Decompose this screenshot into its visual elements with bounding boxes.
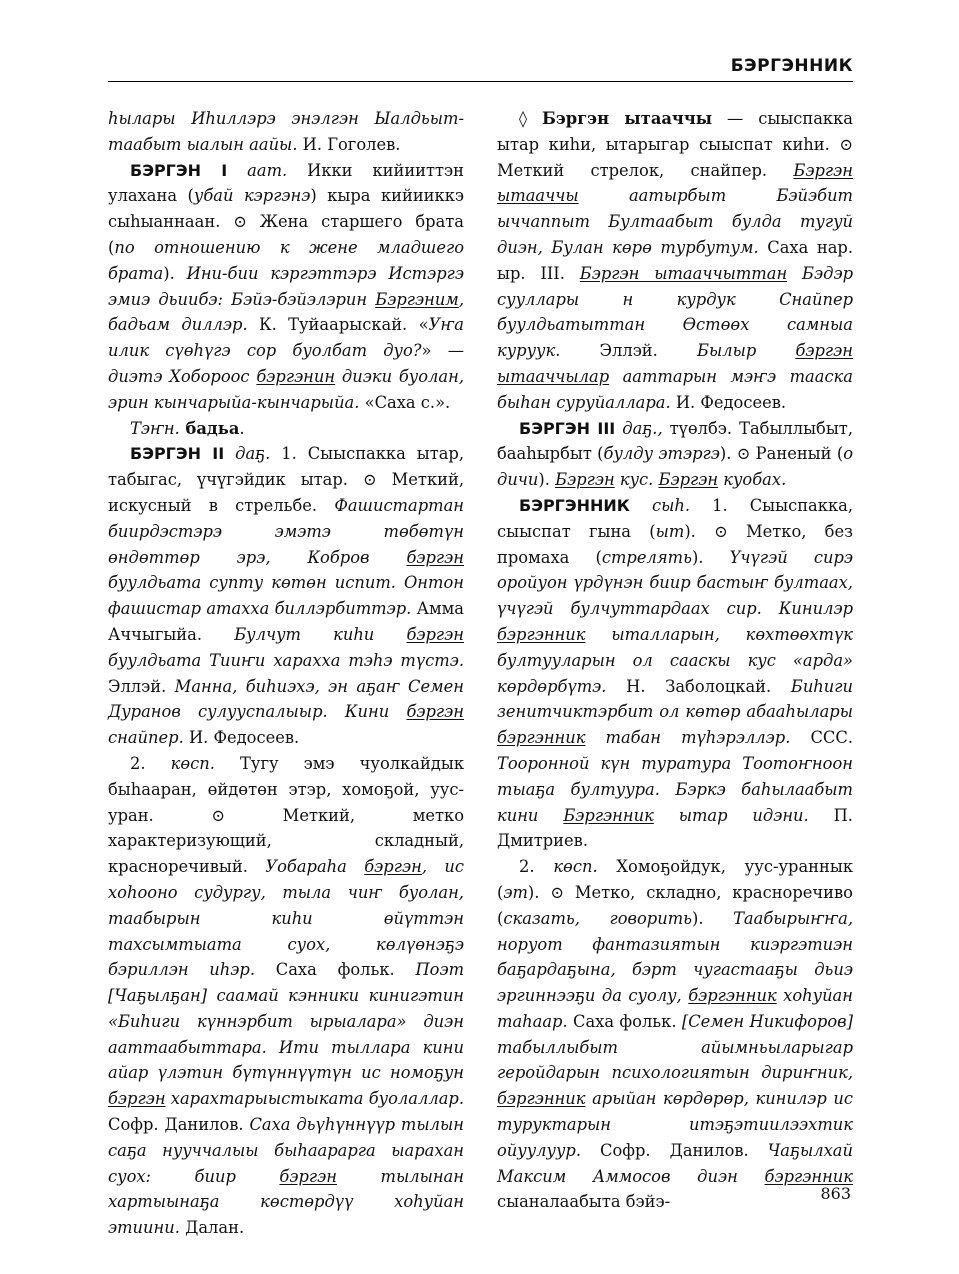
example-keyword: бэргэн (406, 624, 464, 644)
citation: Саха нар. ыр. III. (497, 237, 853, 283)
punctuation: ). (163, 263, 187, 283)
citation: И. Федосеев. (183, 728, 300, 748)
example-keyword: Бэргэнник (563, 805, 654, 825)
idiom-marker: ◊ (519, 109, 542, 128)
definition-text: 1. Сыыспакка ытар, табыгас, үчүгэйдик ытар. ⊙ Меткий, искусный в стрельбе. (108, 444, 465, 515)
usage-label: түөлбэ. (662, 418, 733, 438)
citation: «Саха с.». (359, 392, 451, 412)
citation: И. Гоголев. (297, 134, 401, 154)
example-text: диэтэ Хобороос (108, 366, 257, 386)
punctuation: ). (538, 470, 556, 490)
definition-text: 1. Сыыспакка, сыыспат гына ( (497, 495, 854, 541)
example-keyword: бэргэн (108, 1089, 166, 1109)
translation-text: ). ⊙ Раненый ( (719, 444, 844, 464)
example-text: буулдьата Тииҥи харахха тэһэ түстэ. (108, 650, 464, 670)
example-text: Үчүгэй сирэ оройуон үрдүнэн биир бастыҥ бултаах, үчүгэй булчуттардаах сир. Кинилэр (497, 547, 853, 619)
running-head: БЭРГЭННИК (730, 56, 853, 76)
example-keyword: Бэргэн ытааччы (497, 160, 853, 206)
example-text: Булчут киһи (234, 624, 407, 644)
right-column (497, 106, 853, 1215)
grammar-label: көсп. (553, 857, 598, 877)
entry-bergen-3 (497, 416, 853, 493)
sense-number: 2. (519, 857, 554, 877)
headword: БЭРГЭН II (130, 444, 225, 464)
example-text: , бадьам диллэр. (108, 289, 464, 335)
example-text: сыаналаабыта бэйэ- (497, 1192, 671, 1212)
example-text: аатырбыт Бэйэбит ыччаппыт Бултаабыт булда тугуй диэн, Булан көрө турбутум. (497, 186, 853, 257)
entry-continuation (108, 106, 464, 158)
translation-text: ) кыра кийииккэ сыһыаннаан. ⊙ Жена старшего брата ( (108, 186, 465, 257)
example-text: Манна, биһиэхэ, эн аҕаҥ Семен Дуранов сулууспалыыр. Кини (108, 676, 464, 722)
example-keyword: Бэргэним (375, 289, 459, 309)
left-column (108, 106, 464, 1241)
headword: БЭРГЭН III (519, 418, 616, 438)
idiom-bergen-ytaachchy (497, 106, 853, 416)
citation: Эллэй. (560, 341, 697, 361)
reference-word: бадьа (179, 418, 240, 438)
example-keyword: бэргэн ытааччылар (497, 341, 853, 386)
page-number: 863 (820, 1184, 851, 1203)
citation: ССС. (790, 728, 853, 748)
example-text: снайпер. (108, 728, 184, 748)
reference-label: Тэҥн. (130, 418, 180, 438)
citation: К. Туйаарыскай. « (247, 315, 429, 335)
example-keyword: бэргэнник (688, 986, 777, 1006)
definition-text: Икки кийииттэн улахана ( (108, 160, 465, 206)
example-keyword: бэргэнник (764, 1166, 853, 1186)
definition-text: Хомоҕойдук, уус-ураннык ( (497, 857, 853, 902)
definition-note: убай кэргэнэ (193, 186, 311, 206)
grammar-label: сыһ. (629, 495, 690, 515)
example-text: Саха дьүһүннүүр тылын саҕа нууччалыы быһаарарга ыарахан суох: биир (108, 1115, 464, 1186)
definition-text: — сыыспакка ытар киһи, ытарыгар сыыспат киһи. ⊙ Меткий стрелок, снайпер. (497, 109, 853, 180)
punctuation: » — (421, 341, 465, 361)
citation: И. Федосеев. (670, 392, 787, 412)
example-text: тылынан хартыынаҕа көстөрдүү хоһуйан этиини. (108, 1166, 464, 1238)
example-keyword: бэргэн (364, 857, 422, 877)
citation: П. Дмитриев. (497, 805, 853, 851)
translation-text: ). ⊙ Метко, без промаха ( (497, 521, 853, 567)
example-text: диэки буолан, эрин кынчарыйа-кынчарыйа. (108, 366, 465, 412)
example-keyword: бэргэнник (497, 728, 586, 748)
translation-note: о дичи (497, 444, 853, 490)
grammar-label: аат. (227, 160, 288, 180)
grammar-label: даҕ. (224, 444, 271, 464)
example-text: Биһиги зенитчиктэрбит ол көтөр абааһылары (497, 676, 853, 722)
citation: Софр. Данилов. (581, 1140, 768, 1160)
example-text: Тооронной күн туратура Тоотоҥноон тыаҕа бултуура. Бэркэ баһылаабыт кини (497, 753, 853, 825)
example-text: харахтарыыстыката буолаллар. (165, 1089, 464, 1109)
grammar-label: даҕ., (615, 418, 663, 438)
entry-bergen-2-sense-2 (108, 751, 464, 1241)
example-text: Чаҕылхай Максим Аммосов диэн (497, 1140, 853, 1186)
citation: Софр. Данилов. (108, 1115, 250, 1135)
definition-note: эт (503, 882, 528, 902)
entry-bergennik (497, 493, 853, 854)
citation: Амма Аччыгыйа. (108, 599, 464, 644)
example-text: буулдьата супту көтөн испит. Онтон фашистар атахха биллэрбиттэр. (108, 573, 464, 619)
translation-note: стрелять (601, 547, 692, 567)
example-text: Бэдэр сууллары н курдук Снайпер буулдьатыттан Өстөөх самныа куруук. (497, 263, 853, 361)
entry-bergennik-sense-2 (497, 854, 853, 1215)
translation-note: по отношению к жене младшего брата (108, 237, 464, 283)
example-keyword: бэргэнин (256, 366, 336, 386)
headword: БЭРГЭН I (130, 160, 228, 180)
example-text: ааттарын мэҥэ тааска быһан суруйаллара. (497, 366, 853, 412)
example-keyword: бэргэн (279, 1166, 337, 1186)
punctuation: ). (692, 908, 734, 928)
punctuation: ). (691, 547, 730, 567)
example-text: хоһуйан таһаар. (497, 986, 853, 1031)
example-text: , ис хоһооно судургу, тыла чиҥ буолан, таабырын киһи өйүттэн тахсымтыата суох, көлүөнэҕэ бэриллэн иһэр. (108, 857, 464, 980)
definition-text: Тугу эмэ чуолкайдык быһааран, өйдөтөн этэр, хомоҕой, уус-уран. ⊙ Меткий, метко характеризующий, складный, красноречивый. (108, 753, 465, 877)
citation: Н. Заболоцкай. (606, 676, 791, 696)
example-text: Таабырыҥҥа, норуот фантазиятын киэргэтиэн баҕардаҕына, бэрт чугастааҕы дьиэ эргиннээҕи да суолу, (497, 908, 854, 1006)
example-text: Ини-бии кэргэттэрэ Истэргэ эмиэ дьиибэ: Бэйэ-бэйэлэрин (108, 263, 464, 309)
example-text: куобах. (718, 470, 787, 490)
citation: Эллэй. (108, 676, 175, 696)
example-keyword: бэргэн (406, 702, 464, 722)
example-text: кус. (614, 470, 659, 490)
punctuation: . (239, 418, 245, 438)
grammar-label: көсп. (170, 753, 215, 773)
cross-reference (108, 416, 464, 442)
sense-number: 2. (130, 753, 171, 773)
entry-bergen-2 (108, 441, 464, 751)
definition-text: Табыллыбыт, бааһырбыт ( (497, 418, 853, 464)
example-text: Былыр (697, 341, 796, 361)
citation: Далан. (179, 1218, 245, 1238)
citation: Саха фольк. (255, 960, 416, 980)
example-text: арыйан көрдөрөр, кинилэр ис туруктарын итэҕэтиилээхтик ойуулуур. (497, 1089, 853, 1160)
definition-note: ыт (655, 521, 685, 541)
example-text: Фашистартан биирдэстэрэ эмэтэ төбөтүн өндөттөр эрэ, Кобров (108, 495, 464, 567)
translation-note: сказать, говорить (503, 908, 693, 928)
example-keyword: Бэргэн ытааччыттан (579, 263, 788, 283)
entry-bergen-1 (108, 158, 464, 416)
example-keyword: бэргэнник (497, 624, 586, 644)
example-keyword: Бэргэн (555, 470, 615, 490)
idiom-headword: Бэргэн ытааччы (541, 109, 713, 128)
example-text: Уобараһа (265, 857, 365, 877)
header-rule (108, 81, 853, 82)
example-keyword: бэргэнник (497, 1089, 586, 1109)
example-text: ыталларын, көхтөөхтүк бултууларын ол сааскы кус «арда» көрдөрбүтэ. (497, 624, 853, 696)
example-text: [Семен Никифоров] табыллыбыт айымньыларыгар геройдарын психологиятын дириҥник, (497, 1011, 853, 1083)
headword: БЭРГЭННИК (519, 495, 630, 515)
example-text: ытар идэни. (653, 805, 809, 825)
example-text: Уҥа илик сүөһүгэ сор буолбат дуо? (108, 315, 464, 361)
example-text: Поэт [Чаҕылҕан] саамай кэнники кинигэтин «Биһиги күннэрбит ырыалара» диэн ааттаабыттара. Ити тыллара кини айар үлэтин бүтүннүүтүн ис номоҕун (108, 960, 465, 1083)
example-keyword: Бэргэн (658, 470, 719, 490)
example-text: һылары Иһиллэрэ энэлгэн Ыалдьыт-таабыт ыалын аайы. (108, 109, 464, 154)
definition-note: булду этэргэ (603, 444, 720, 464)
example-text: табан түһэрэллэр. (585, 728, 791, 748)
example-keyword: бэргэн (406, 547, 464, 567)
citation: Саха фольк. (567, 1011, 682, 1031)
translation-text: ). ⊙ Метко, складно, красноречиво ( (497, 882, 853, 928)
